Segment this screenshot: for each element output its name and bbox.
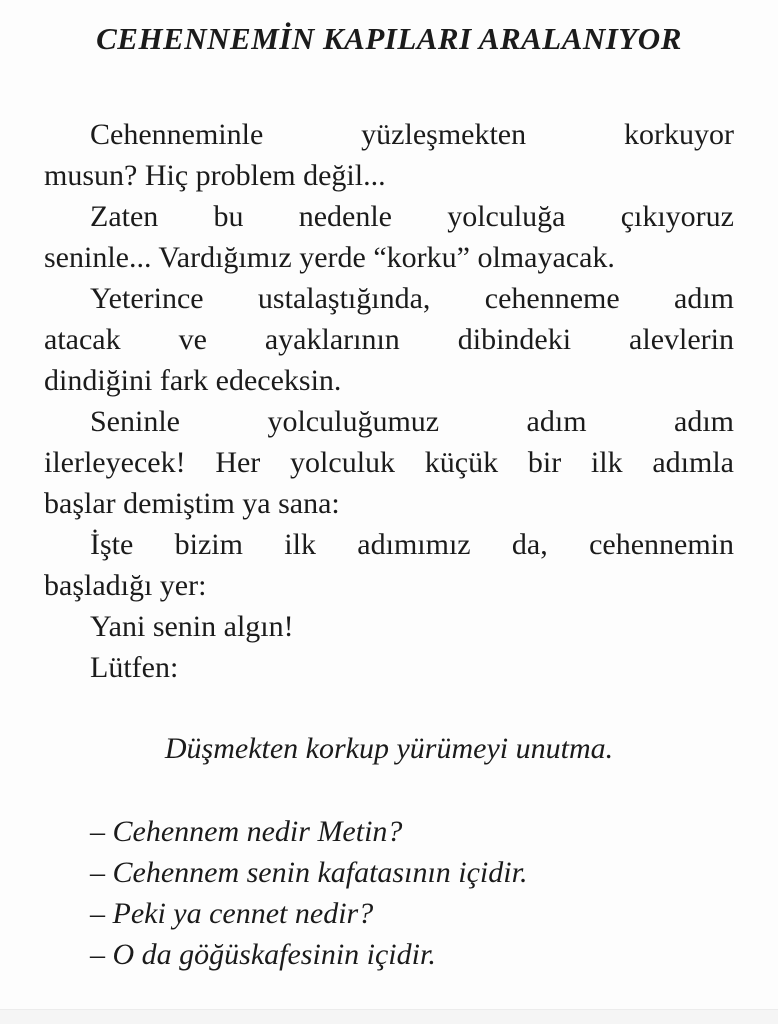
paragraph-line: Lütfen:	[90, 651, 179, 684]
paragraph	[44, 278, 734, 401]
page-bottom-strip	[0, 1009, 778, 1024]
paragraph-line: Yeterince ustalaştığında, cehenneme adım	[90, 282, 734, 315]
paragraph-line: İşte bizim ilk adımımız da, cehennemin	[90, 528, 734, 561]
paragraph	[44, 606, 734, 647]
dialogue-line: – Peki ya cennet nedir?	[90, 897, 374, 930]
paragraph-line: Cehenneminle yüzleşmekten korkuyor	[90, 118, 734, 151]
paragraph	[44, 524, 734, 606]
dialogue-block	[44, 811, 734, 975]
dialogue-line: – O da göğüskafesinin içidir.	[90, 938, 436, 971]
paragraph	[44, 647, 734, 688]
paragraph-line: Seninle yolculuğumuz adım adım	[90, 405, 734, 438]
paragraph	[44, 114, 734, 196]
paragraph-line: Zaten bu nedenle yolculuğa çıkıyoruz	[90, 200, 734, 233]
paragraph	[44, 196, 734, 278]
dialogue-line: – Cehennem nedir Metin?	[90, 815, 403, 848]
paragraph-line: başlar demiştim ya sana:	[44, 487, 340, 520]
paragraph-line: seninle... Vardığımız yerde “korku” olmayacak.	[44, 241, 615, 274]
paragraph-line: Yani senin algın!	[90, 610, 294, 643]
body-text	[44, 114, 734, 688]
paragraph-line: atacak ve ayaklarının dibindeki alevlerin	[44, 323, 734, 356]
aphorism-quote: Düşmekten korkup yürümeyi unutma.	[164, 732, 614, 765]
paragraph	[44, 401, 734, 524]
paragraph-line: ilerleyecek! Her yolculuk küçük bir ilk adımla	[44, 446, 734, 479]
paragraph-line: başladığı yer:	[44, 569, 207, 602]
paragraph-line: musun? Hiç problem değil...	[44, 159, 386, 192]
paragraph-line: dindiğini fark edeceksin.	[44, 364, 342, 397]
chapter-title: CEHENNEMİN KAPILARI ARALANIYOR	[96, 21, 682, 56]
dialogue-line: – Cehennem senin kafatasının içidir.	[90, 856, 528, 889]
